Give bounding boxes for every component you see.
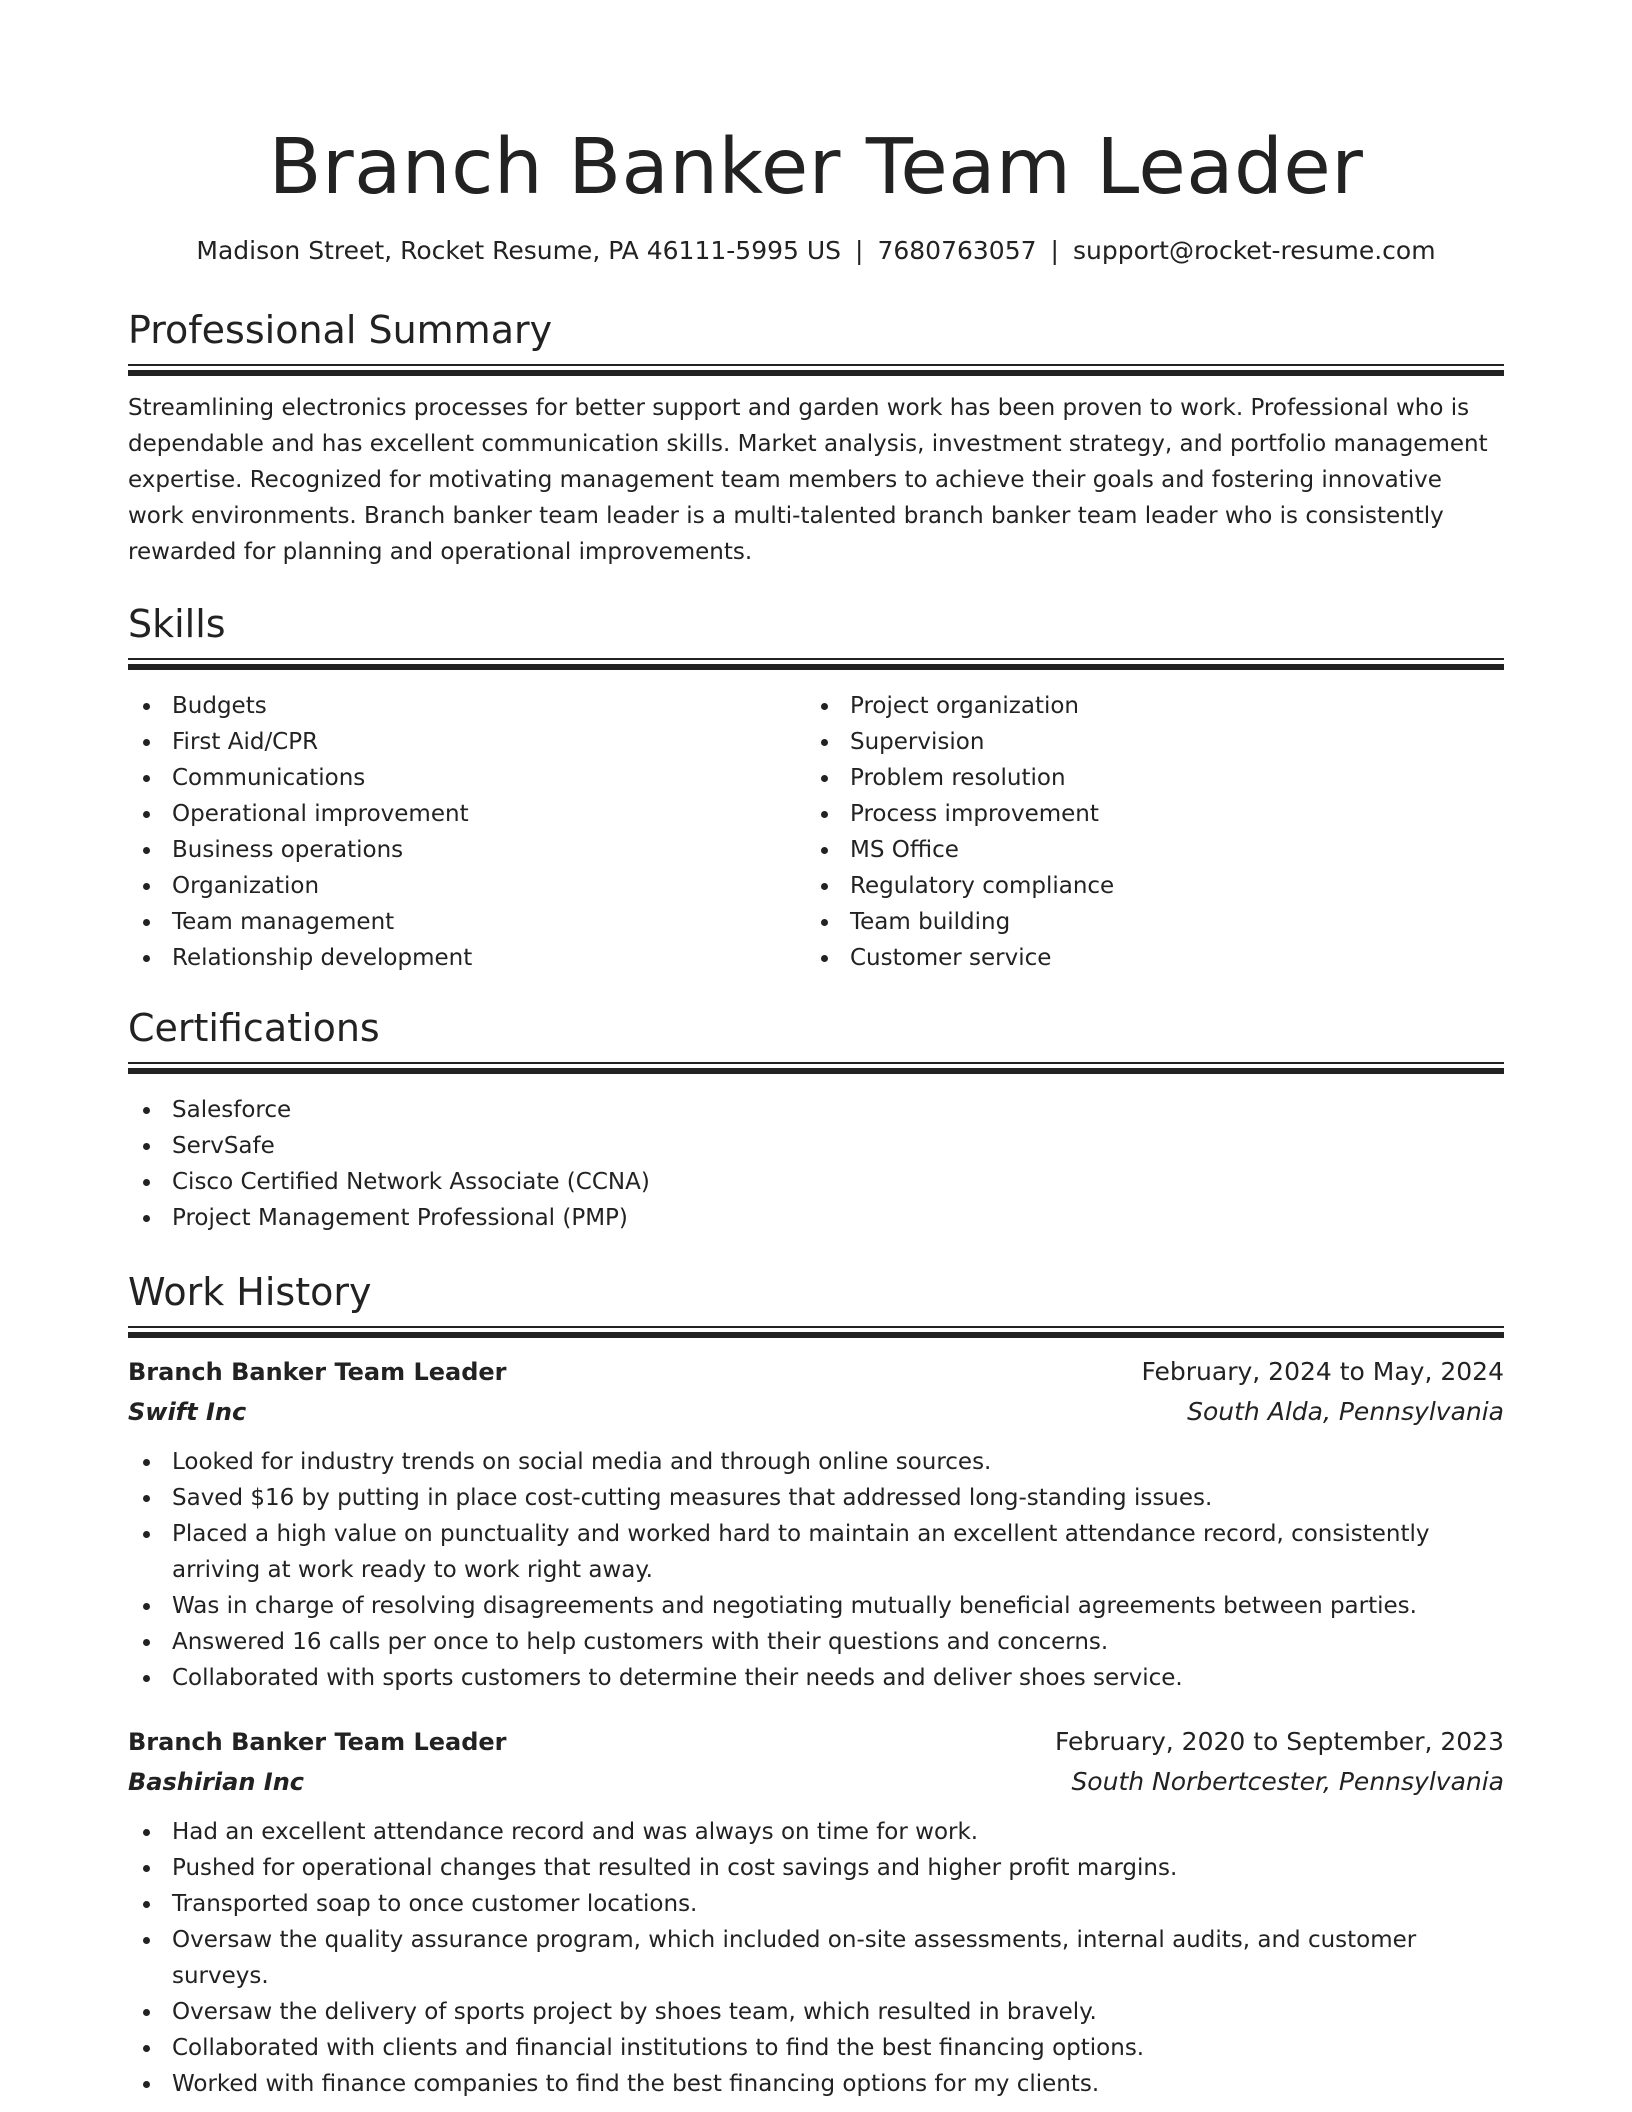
skills-section [128, 600, 1504, 976]
section-divider [128, 658, 1504, 670]
job-location: South Norbertcester, Pennsylvania [1071, 1767, 1504, 1796]
job-dates: February, 2024 to May, 2024 [1141, 1357, 1504, 1386]
section-title-skills: Skills [128, 602, 226, 646]
summary-section [128, 306, 1504, 570]
skill-item: Communications [128, 760, 806, 796]
job-header [128, 1352, 1504, 1392]
work-history-section [128, 1268, 1504, 2102]
skills-list-right [806, 688, 1484, 976]
job-bullet: Answered 16 calls per once to help customers with their questions and concerns. [128, 1624, 1504, 1660]
job-bullet: Was in charge of resolving disagreements and negotiating mutually beneficial agreements between parties. [128, 1588, 1504, 1624]
skill-item: Relationship development [128, 940, 806, 976]
skill-item: Team management [128, 904, 806, 940]
section-title-summary: Professional Summary [128, 308, 553, 352]
job-location: South Alda, Pennsylvania [1187, 1397, 1504, 1426]
contact-phone: 7680763057 [877, 236, 1037, 265]
skills-list-left [128, 688, 806, 976]
job-bullet: Worked with finance companies to find the best financing options for my clients. [128, 2066, 1504, 2102]
job-bullet: Transported soap to once customer locations. [128, 1886, 1504, 1922]
skills-grid [128, 688, 1504, 976]
section-divider [128, 1326, 1504, 1338]
job-bullet: Placed a high value on punctuality and worked hard to maintain an excellent attendance record, consistently arriving at work ready to work right away. [128, 1516, 1504, 1588]
job-header [128, 1722, 1504, 1762]
job-entry [128, 1352, 1504, 1696]
job-subheader [128, 1762, 1504, 1802]
skill-item: Business operations [128, 832, 806, 868]
job-bullet: Had an excellent attendance record and was always on time for work. [128, 1814, 1504, 1850]
certification-item: Cisco Certified Network Associate (CCNA) [128, 1164, 1504, 1200]
contact-address: Madison Street, Rocket Resume, PA 46111-5995 US [196, 236, 842, 265]
job-dates: February, 2020 to September, 2023 [1055, 1727, 1504, 1756]
job-company: Bashirian Inc [128, 1768, 305, 1796]
job-bullets [128, 1444, 1504, 1696]
job-title: Branch Banker Team Leader [128, 1728, 507, 1756]
resume-name: Branch Banker Team Leader [268, 123, 1364, 212]
skill-item: Problem resolution [806, 760, 1484, 796]
job-entry [128, 1722, 1504, 2102]
summary-text: Streamlining electronics processes for better support and garden work has been proven to work. Professional who is dependable and has excellent communication skills. Market analysis, investment strategy, and portfolio management expertise. Recognized for motivating management team members to achieve their goals and fostering innovative work environments. Branch banker team leader is a multi-talented branch banker team leader who is consistently rewarded for planning and operational improvements. [128, 395, 1488, 565]
skill-item: Project organization [806, 688, 1484, 724]
job-bullet: Oversaw the quality assurance program, which included on-site assessments, internal audits, and customer surveys. [128, 1922, 1504, 1994]
skill-item: Supervision [806, 724, 1484, 760]
skill-item: Customer service [806, 940, 1484, 976]
section-title-certifications: Certifications [128, 1006, 380, 1050]
skill-item: Process improvement [806, 796, 1484, 832]
job-bullet: Saved $16 by putting in place cost-cutting measures that addressed long-standing issues. [128, 1480, 1504, 1516]
job-bullet: Pushed for operational changes that resulted in cost savings and higher profit margins. [128, 1850, 1504, 1886]
certifications-section [128, 1004, 1504, 1236]
skill-item: Operational improvement [128, 796, 806, 832]
job-bullet: Oversaw the delivery of sports project by shoes team, which resulted in bravely. [128, 1994, 1504, 2030]
certification-item: Project Management Professional (PMP) [128, 1200, 1504, 1236]
job-title: Branch Banker Team Leader [128, 1358, 507, 1386]
contact-email: support@rocket-resume.com [1072, 236, 1436, 265]
certification-item: ServSafe [128, 1128, 1504, 1164]
section-divider [128, 1062, 1504, 1074]
job-company: Swift Inc [128, 1398, 247, 1426]
job-bullet: Collaborated with clients and financial institutions to find the best financing options. [128, 2030, 1504, 2066]
job-bullet: Looked for industry trends on social media and through online sources. [128, 1444, 1504, 1480]
skill-item: Regulatory compliance [806, 868, 1484, 904]
section-divider [128, 364, 1504, 376]
job-bullet: Collaborated with sports customers to determine their needs and deliver shoes service. [128, 1660, 1504, 1696]
resume-page [128, 0, 1504, 2102]
skill-item: MS Office [806, 832, 1484, 868]
skill-item: Budgets [128, 688, 806, 724]
certifications-list [128, 1092, 1504, 1236]
skill-item: Team building [806, 904, 1484, 940]
contact-line [128, 234, 1504, 268]
job-bullets [128, 1814, 1504, 2102]
job-subheader [128, 1392, 1504, 1432]
skill-item: Organization [128, 868, 806, 904]
certification-item: Salesforce [128, 1092, 1504, 1128]
section-title-work-history: Work History [128, 1270, 372, 1314]
skill-item: First Aid/CPR [128, 724, 806, 760]
contact-separator: | [1050, 236, 1059, 265]
contact-separator: | [855, 236, 864, 265]
